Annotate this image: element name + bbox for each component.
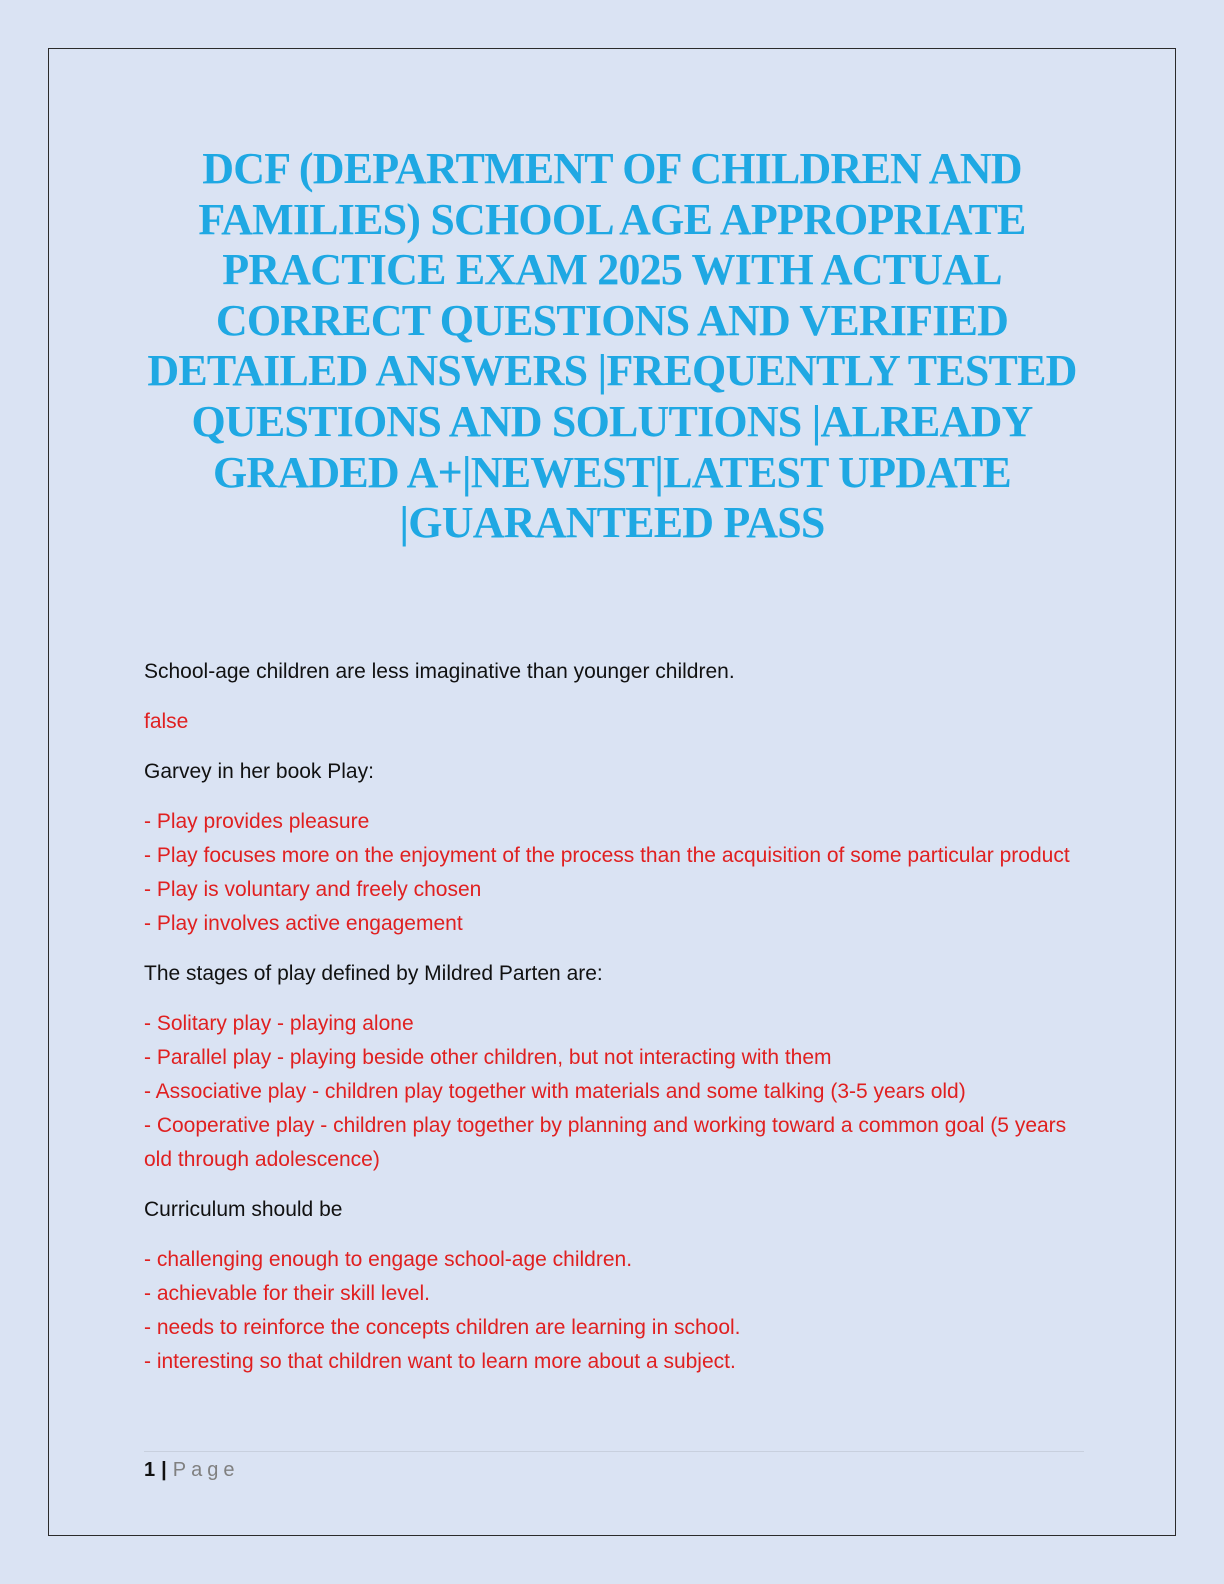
- answer-line: - Parallel play - playing beside other children, but not interacting with them: [144, 1046, 832, 1069]
- title-line: PRACTICE EXAM 2025 WITH ACTUAL: [222, 245, 1002, 295]
- page-number: 1: [144, 1459, 156, 1481]
- answer-3: [144, 1007, 1084, 1177]
- question-4: Curriculum should be: [144, 1198, 343, 1221]
- title-line: DETAILED ANSWERS |FREQUENTLY TESTED: [147, 346, 1077, 396]
- answer-4: [144, 1243, 1084, 1379]
- answer-line: - Associative play - children play together with materials and some talking (3-5 years old): [144, 1080, 966, 1103]
- title-line: DCF (DEPARTMENT OF CHILDREN AND: [202, 144, 1022, 193]
- title-line: QUESTIONS AND SOLUTIONS |ALREADY: [191, 396, 1033, 446]
- answer-line: false: [144, 710, 189, 733]
- qa-content: [144, 655, 1084, 1395]
- answer-1: [144, 705, 1084, 739]
- footer-divider: [144, 1451, 1084, 1452]
- title-line: |GUARANTEED PASS: [399, 498, 825, 548]
- answer-line: - Play provides pleasure: [144, 810, 370, 833]
- page-footer: [144, 1456, 239, 1484]
- page-label: Page: [172, 1459, 240, 1481]
- answer-line: - Play focuses more on the enjoyment of the process than the acquisition of some particular product: [144, 844, 1070, 867]
- question-3: The stages of play defined by Mildred Parten are:: [144, 962, 603, 985]
- answer-line: - Cooperative play - children play together by planning and working toward a common goal (5 years old through adolescence): [144, 1114, 1067, 1171]
- answer-line: - Solitary play - playing alone: [144, 1012, 414, 1035]
- answer-line: - needs to reinforce the concepts children are learning in school.: [144, 1316, 741, 1339]
- title-line: GRADED A+|NEWEST|LATEST UPDATE: [213, 447, 1011, 497]
- title-line: FAMILIES) SCHOOL AGE APPROPRIATE: [198, 194, 1026, 244]
- answer-line: - interesting so that children want to learn more about a subject.: [144, 1350, 736, 1373]
- answer-line: - Play is voluntary and freely chosen: [144, 878, 482, 901]
- answer-line: - challenging enough to engage school-age children.: [144, 1248, 633, 1271]
- question-2: Garvey in her book Play:: [144, 760, 374, 783]
- answer-line: - achievable for their skill level.: [144, 1282, 430, 1305]
- answer-line: - Play involves active engagement: [144, 912, 463, 935]
- question-1: School-age children are less imaginative than younger children.: [144, 660, 735, 683]
- answer-2: [144, 805, 1084, 941]
- document-title: [120, 144, 1104, 549]
- footer-separator: |: [161, 1459, 167, 1481]
- title-line: CORRECT QUESTIONS AND VERIFIED: [215, 295, 1009, 345]
